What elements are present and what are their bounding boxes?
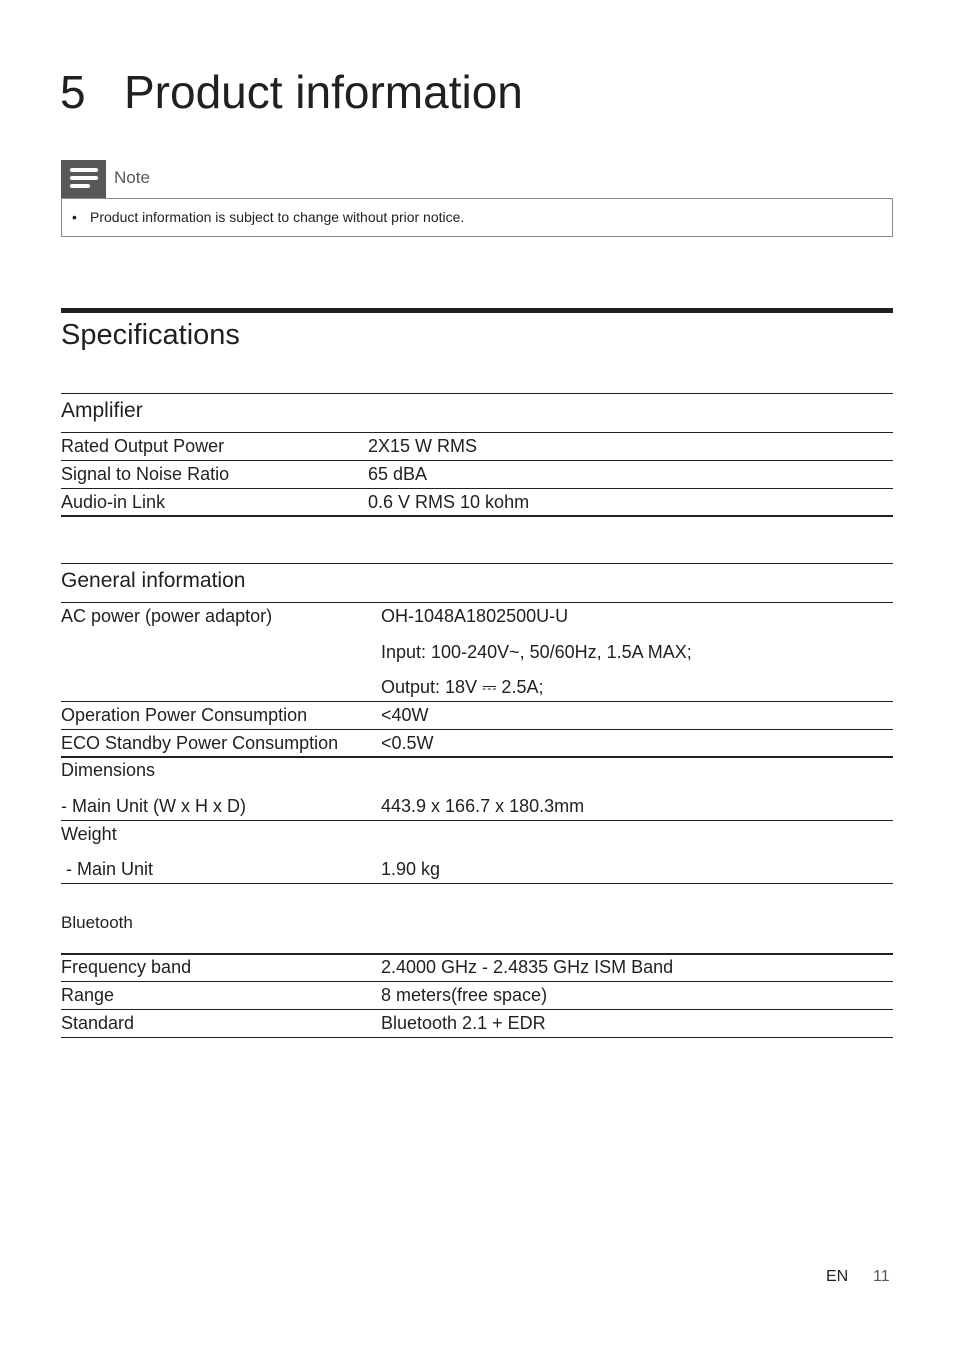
- eco-standby-label: ECO Standby Power Consumption: [61, 733, 339, 753]
- dimensions-sub-label: - Main Unit (W x H x D): [61, 796, 247, 816]
- amplifier-row-label: Audio-in Link: [61, 492, 166, 512]
- dimensions-value: 443.9 x 166.7 x 180.3mm: [381, 796, 585, 816]
- weight-sub-label: - Main Unit: [61, 859, 154, 879]
- table-divider: [61, 701, 893, 702]
- table-divider: [61, 1009, 893, 1010]
- table-divider: [61, 563, 893, 564]
- weight-label: Weight: [61, 824, 117, 844]
- eco-standby-value: <0.5W: [381, 733, 434, 753]
- bluetooth-row-label: Standard: [61, 1013, 135, 1033]
- note-item-text: Product information is subject to change without prior notice.: [90, 209, 465, 225]
- amplifier-row-value: 0.6 V RMS 10 kohm: [368, 492, 530, 512]
- table-divider: [61, 1037, 893, 1038]
- ac-power-model: OH-1048A1802500U-U: [381, 606, 569, 626]
- bluetooth-row-label: Frequency band: [61, 957, 192, 977]
- chapter-title: [60, 62, 523, 122]
- bluetooth-row-value: 2.4000 GHz - 2.4835 GHz ISM Band: [381, 957, 674, 977]
- table-divider: [61, 883, 893, 884]
- general-title: General information: [61, 569, 246, 592]
- table-divider: [61, 460, 893, 461]
- bluetooth-row-value: Bluetooth 2.1 + EDR: [381, 1013, 546, 1033]
- amplifier-row-value: 2X15 W RMS: [368, 436, 478, 456]
- note-icon: [61, 160, 106, 198]
- amplifier-row-label: Rated Output Power: [61, 436, 225, 456]
- bluetooth-row-label: Range: [61, 985, 115, 1005]
- table-divider: [61, 756, 893, 758]
- operation-power-value: <40W: [381, 705, 429, 725]
- table-divider: [61, 981, 893, 982]
- ac-power-output: Output: 18V ⎓ 2.5A;: [381, 677, 544, 697]
- weight-value: 1.90 kg: [381, 859, 441, 879]
- note-item: [72, 208, 464, 226]
- table-divider: [61, 515, 893, 517]
- table-divider: [61, 432, 893, 433]
- bullet-icon: •: [72, 209, 77, 225]
- table-divider: [61, 602, 893, 603]
- amplifier-row-label: Signal to Noise Ratio: [61, 464, 230, 484]
- ac-power-input: Input: 100-240V~, 50/60Hz, 1.5A MAX;: [381, 642, 692, 662]
- section-rule: [61, 308, 893, 313]
- chapter-title-text: Product information: [124, 66, 523, 118]
- table-divider: [61, 393, 893, 394]
- chapter-number: 5: [60, 66, 86, 118]
- table-divider: [61, 820, 893, 821]
- amplifier-row-value: 65 dBA: [368, 464, 428, 484]
- note-box: [61, 198, 893, 237]
- table-divider: [61, 488, 893, 489]
- bluetooth-row-value: 8 meters(free space): [381, 985, 548, 1005]
- page-number: 11: [873, 1268, 890, 1285]
- specifications-title: Specifications: [61, 319, 240, 351]
- bluetooth-title: Bluetooth: [61, 913, 133, 932]
- amplifier-title: Amplifier: [61, 399, 143, 422]
- footer-language: EN: [826, 1268, 849, 1285]
- dimensions-label: Dimensions: [61, 760, 156, 780]
- note-label: Note: [114, 168, 150, 187]
- operation-power-label: Operation Power Consumption: [61, 705, 308, 725]
- table-divider: [61, 729, 893, 730]
- ac-power-label: AC power (power adaptor): [61, 606, 273, 626]
